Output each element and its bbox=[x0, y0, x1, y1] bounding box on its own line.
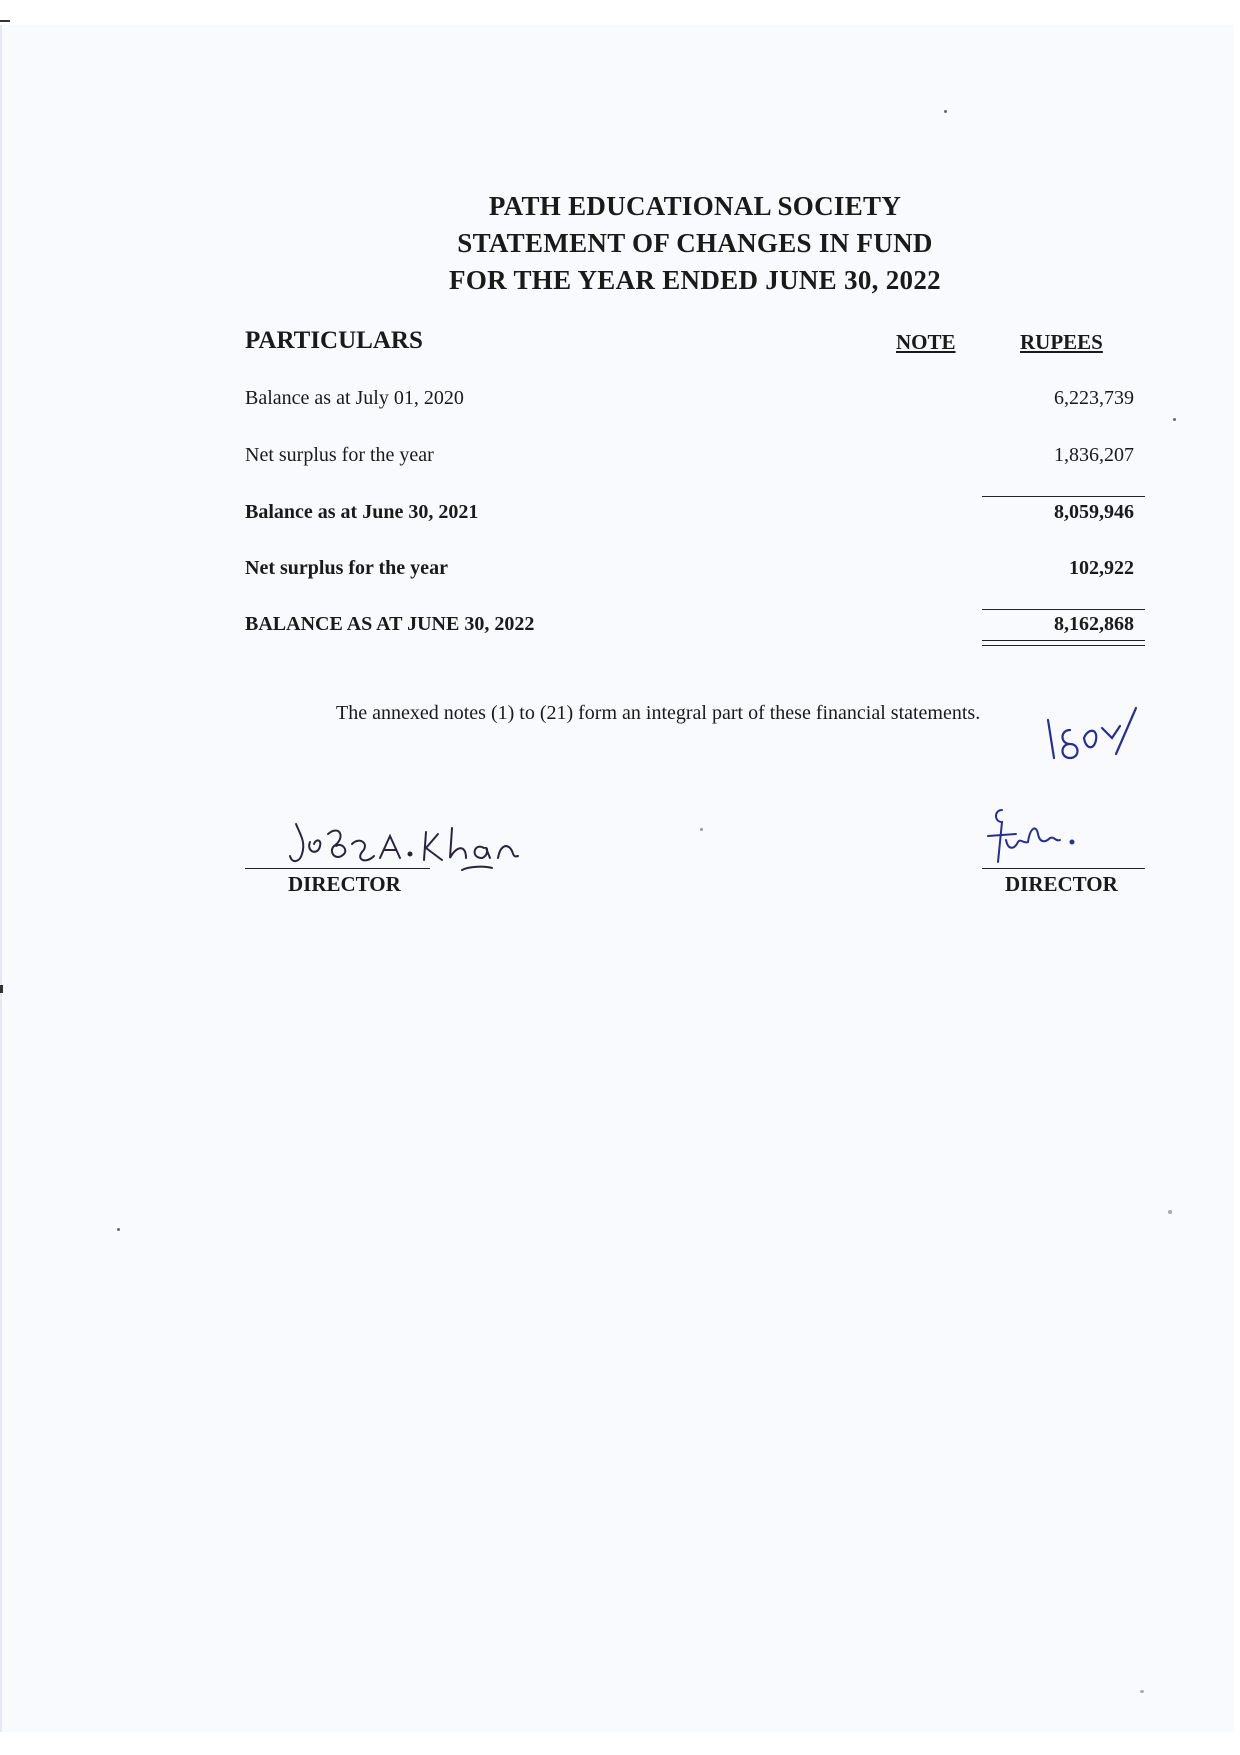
total-double-rule-bottom bbox=[982, 645, 1145, 646]
scan-edge-mark bbox=[0, 20, 10, 22]
scan-speck bbox=[944, 110, 947, 113]
scan-speck bbox=[117, 1228, 120, 1231]
row-label: BALANCE AS AT JUNE 30, 2022 bbox=[245, 613, 535, 635]
column-header-particulars: PARTICULARS bbox=[245, 327, 423, 354]
signature-line-right bbox=[982, 868, 1145, 869]
signatory-label-left: DIRECTOR bbox=[288, 872, 401, 896]
row-label: Net surplus for the year bbox=[245, 444, 434, 466]
scan-edge-mark bbox=[0, 985, 3, 993]
row-value: 102,922 bbox=[1069, 557, 1134, 579]
row-value: 1,836,207 bbox=[1054, 444, 1134, 466]
title-statement: STATEMENT OF CHANGES IN FUND bbox=[457, 228, 933, 258]
scan-speck bbox=[1168, 1210, 1172, 1214]
scan-speck bbox=[700, 828, 703, 831]
subtotal-rule bbox=[982, 609, 1145, 610]
title-period: FOR THE YEAR ENDED JUNE 30, 2022 bbox=[449, 265, 941, 295]
row-label: Balance as at June 30, 2021 bbox=[245, 501, 479, 523]
row-value: 6,223,739 bbox=[1054, 387, 1134, 409]
column-header-rupees: RUPEES bbox=[1020, 330, 1103, 354]
total-double-rule-top bbox=[982, 640, 1145, 641]
row-label: Balance as at July 01, 2020 bbox=[245, 387, 464, 409]
signature-right bbox=[980, 800, 1100, 870]
row-label: Net surplus for the year bbox=[245, 557, 448, 579]
scan-speck bbox=[1173, 418, 1176, 421]
initials-mark bbox=[1040, 700, 1140, 770]
title-organization: PATH EDUCATIONAL SOCIETY bbox=[488, 191, 902, 221]
row-value: 8,162,868 bbox=[1054, 613, 1134, 635]
document-title bbox=[0, 188, 1240, 299]
signature-line-left bbox=[245, 868, 430, 869]
column-header-note: NOTE bbox=[896, 330, 956, 354]
scan-speck bbox=[1140, 1690, 1144, 1693]
row-value: 8,059,946 bbox=[1054, 501, 1134, 523]
signatory-label-right: DIRECTOR bbox=[1005, 872, 1118, 896]
footnote: The annexed notes (1) to (21) form an integral part of these financial statements. bbox=[336, 702, 981, 724]
subtotal-rule bbox=[982, 496, 1145, 497]
